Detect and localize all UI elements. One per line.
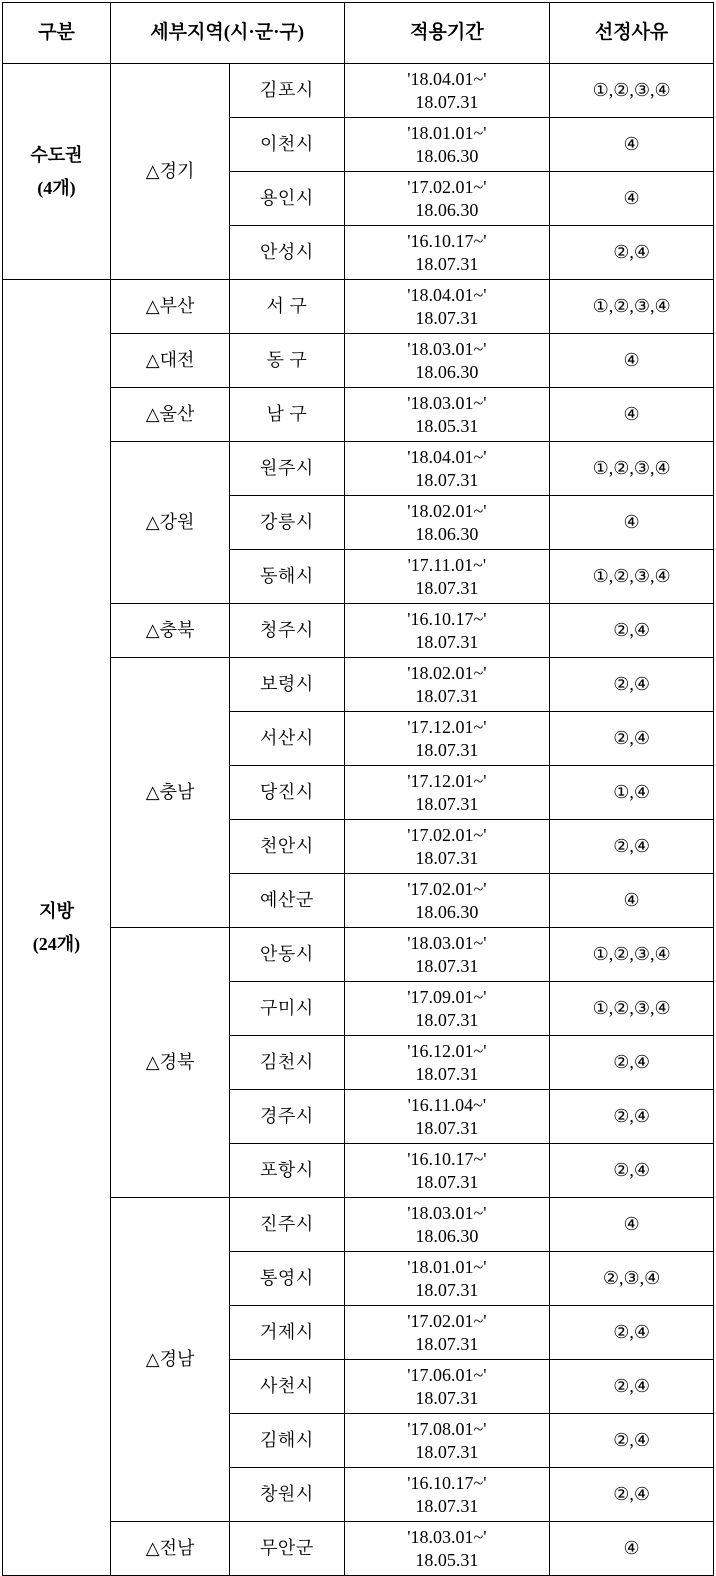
reason-cell: ①,②,③,④ — [550, 550, 714, 604]
column-header-period: 적용기간 — [344, 3, 550, 64]
period-end: 18.07.31 — [415, 685, 479, 706]
period-end: 18.07.31 — [415, 793, 479, 814]
period-cell — [344, 1522, 550, 1576]
city-cell: 포항시 — [230, 1144, 344, 1198]
period-cell — [344, 982, 550, 1036]
period-start: '18.04.01~' — [407, 285, 487, 305]
reason-cell: ①,②,③,④ — [550, 280, 714, 334]
reason-cell: ②,④ — [550, 1306, 714, 1360]
period-end: 18.07.31 — [415, 253, 479, 274]
period-start: '17.11.01~' — [407, 555, 487, 575]
period-end: 18.07.31 — [415, 1009, 479, 1030]
city-cell: 김해시 — [230, 1414, 344, 1468]
period-cell — [344, 1306, 550, 1360]
period-start: '18.03.01~' — [407, 1203, 487, 1223]
city-cell: 서 구 — [230, 280, 344, 334]
city-cell: 안성시 — [230, 226, 344, 280]
period-start: '17.12.01~' — [407, 771, 487, 791]
province-cell: △경북 — [110, 928, 229, 1198]
province-cell: △강원 — [110, 442, 229, 604]
city-cell: 진주시 — [230, 1198, 344, 1252]
reason-cell: ②,④ — [550, 1090, 714, 1144]
period-end: 18.07.31 — [415, 1333, 479, 1354]
city-cell: 구미시 — [230, 982, 344, 1036]
period-end: 18.07.31 — [415, 1387, 479, 1408]
city-cell: 남 구 — [230, 388, 344, 442]
reason-cell: ④ — [550, 388, 714, 442]
period-cell — [344, 712, 550, 766]
reason-cell: ②,③,④ — [550, 1252, 714, 1306]
period-cell — [344, 820, 550, 874]
period-start: '18.04.01~' — [407, 69, 487, 89]
period-cell — [344, 658, 550, 712]
city-cell: 예산군 — [230, 874, 344, 928]
reason-cell: ②,④ — [550, 604, 714, 658]
period-cell — [344, 280, 550, 334]
period-start: '18.02.01~' — [407, 501, 487, 521]
reason-cell: ②,④ — [550, 1144, 714, 1198]
period-end: 18.07.31 — [415, 955, 479, 976]
period-end: 18.06.30 — [415, 361, 479, 382]
period-cell — [344, 1252, 550, 1306]
reason-cell: ④ — [550, 172, 714, 226]
city-cell: 사천시 — [230, 1360, 344, 1414]
city-cell: 당진시 — [230, 766, 344, 820]
city-cell: 동 구 — [230, 334, 344, 388]
period-end: 18.07.31 — [415, 1063, 479, 1084]
reason-cell: ④ — [550, 496, 714, 550]
period-start: '17.06.01~' — [407, 1365, 487, 1385]
reason-cell: ②,④ — [550, 1468, 714, 1522]
province-cell: △충남 — [110, 658, 229, 928]
period-end: 18.07.31 — [415, 577, 479, 598]
province-cell: △전남 — [110, 1522, 229, 1576]
period-cell — [344, 226, 550, 280]
period-end: 18.07.31 — [415, 1441, 479, 1462]
period-start: '17.08.01~' — [407, 1419, 487, 1439]
period-cell — [344, 1090, 550, 1144]
city-cell: 무안군 — [230, 1522, 344, 1576]
period-cell — [344, 442, 550, 496]
reason-cell: ①,④ — [550, 766, 714, 820]
reason-cell: ④ — [550, 874, 714, 928]
table-row — [3, 64, 714, 118]
city-cell: 거제시 — [230, 1306, 344, 1360]
group-name: 지방 — [39, 901, 74, 921]
city-cell: 서산시 — [230, 712, 344, 766]
period-start: '17.02.01~' — [407, 825, 487, 845]
period-cell — [344, 874, 550, 928]
period-end: 18.07.31 — [415, 1495, 479, 1516]
reason-cell: ②,④ — [550, 658, 714, 712]
reason-cell: ①,②,③,④ — [550, 982, 714, 1036]
province-cell: △부산 — [110, 280, 229, 334]
period-end: 18.07.31 — [415, 847, 479, 868]
period-end: 18.07.31 — [415, 1279, 479, 1300]
reason-cell: ①,②,③,④ — [550, 64, 714, 118]
province-cell: △경남 — [110, 1198, 229, 1522]
city-cell: 안동시 — [230, 928, 344, 982]
province-cell: △울산 — [110, 388, 229, 442]
period-cell — [344, 1198, 550, 1252]
reason-cell: ①,②,③,④ — [550, 928, 714, 982]
period-start: '17.09.01~' — [407, 987, 487, 1007]
period-start: '16.11.04~' — [407, 1095, 487, 1115]
period-cell — [344, 550, 550, 604]
period-cell — [344, 604, 550, 658]
city-cell: 강릉시 — [230, 496, 344, 550]
reason-cell: ②,④ — [550, 820, 714, 874]
reason-cell: ②,④ — [550, 1414, 714, 1468]
region-designation-table — [2, 2, 714, 1576]
city-cell: 경주시 — [230, 1090, 344, 1144]
city-cell: 청주시 — [230, 604, 344, 658]
city-cell: 이천시 — [230, 118, 344, 172]
period-start: '18.01.01~' — [407, 123, 487, 143]
period-cell — [344, 172, 550, 226]
province-cell: △대전 — [110, 334, 229, 388]
period-cell — [344, 1036, 550, 1090]
period-end: 18.07.31 — [415, 91, 479, 112]
period-start: '18.02.01~' — [407, 663, 487, 683]
period-end: 18.06.30 — [415, 1225, 479, 1246]
document-sheet — [0, 2, 716, 1576]
city-cell: 김포시 — [230, 64, 344, 118]
period-cell — [344, 334, 550, 388]
table-body — [3, 64, 714, 1576]
period-cell — [344, 388, 550, 442]
period-end: 18.07.31 — [415, 469, 479, 490]
reason-cell: ④ — [550, 334, 714, 388]
city-cell: 창원시 — [230, 1468, 344, 1522]
group-cell — [3, 64, 111, 280]
city-cell: 통영시 — [230, 1252, 344, 1306]
period-cell — [344, 1360, 550, 1414]
reason-cell: ②,④ — [550, 226, 714, 280]
reason-cell: ②,④ — [550, 1036, 714, 1090]
period-cell — [344, 1414, 550, 1468]
period-start: '18.03.01~' — [407, 393, 487, 413]
city-cell: 원주시 — [230, 442, 344, 496]
period-end: 18.07.31 — [415, 1171, 479, 1192]
column-header-group: 구분 — [3, 3, 111, 64]
period-end: 18.05.31 — [415, 1549, 479, 1570]
reason-cell: ①,②,③,④ — [550, 442, 714, 496]
period-cell — [344, 64, 550, 118]
period-cell — [344, 1468, 550, 1522]
period-start: '18.03.01~' — [407, 933, 487, 953]
period-start: '16.10.17~' — [407, 1149, 487, 1169]
group-count: (4개) — [37, 177, 76, 198]
period-start: '18.01.01~' — [407, 1257, 487, 1277]
column-header-detail-region: 세부지역(시·군·구) — [110, 3, 344, 64]
period-cell — [344, 496, 550, 550]
group-cell — [3, 280, 111, 1576]
period-end: 18.05.31 — [415, 415, 479, 436]
period-start: '17.02.01~' — [407, 1311, 487, 1331]
period-start: '16.10.17~' — [407, 231, 487, 251]
period-start: '16.12.01~' — [407, 1041, 487, 1061]
period-end: 18.07.31 — [415, 631, 479, 652]
header-row — [3, 3, 714, 64]
period-start: '18.03.01~' — [407, 339, 487, 359]
period-start: '16.10.17~' — [407, 1473, 487, 1493]
province-cell: △경기 — [110, 64, 229, 280]
period-start: '17.02.01~' — [407, 879, 487, 899]
period-cell — [344, 1144, 550, 1198]
column-header-reason: 선정사유 — [550, 3, 714, 64]
city-cell: 보령시 — [230, 658, 344, 712]
reason-cell: ②,④ — [550, 712, 714, 766]
reason-cell: ④ — [550, 1522, 714, 1576]
period-end: 18.06.30 — [415, 145, 479, 166]
period-end: 18.06.30 — [415, 901, 479, 922]
province-cell: △충북 — [110, 604, 229, 658]
group-count: (24개) — [32, 933, 81, 954]
period-end: 18.06.30 — [415, 199, 479, 220]
period-start: '17.02.01~' — [407, 177, 487, 197]
period-end: 18.07.31 — [415, 1117, 479, 1138]
city-cell: 용인시 — [230, 172, 344, 226]
reason-cell: ④ — [550, 1198, 714, 1252]
period-cell — [344, 766, 550, 820]
period-start: '18.03.01~' — [407, 1527, 487, 1547]
period-end: 18.07.31 — [415, 739, 479, 760]
period-cell — [344, 928, 550, 982]
period-cell — [344, 118, 550, 172]
table-head — [3, 3, 714, 64]
city-cell: 천안시 — [230, 820, 344, 874]
city-cell: 동해시 — [230, 550, 344, 604]
group-name: 수도권 — [30, 145, 83, 165]
period-end: 18.07.31 — [415, 307, 479, 328]
reason-cell: ④ — [550, 118, 714, 172]
period-start: '17.12.01~' — [407, 717, 487, 737]
period-start: '18.04.01~' — [407, 447, 487, 467]
city-cell: 김천시 — [230, 1036, 344, 1090]
period-end: 18.06.30 — [415, 523, 479, 544]
table-row — [3, 280, 714, 334]
period-start: '16.10.17~' — [407, 609, 487, 629]
reason-cell: ②,④ — [550, 1360, 714, 1414]
